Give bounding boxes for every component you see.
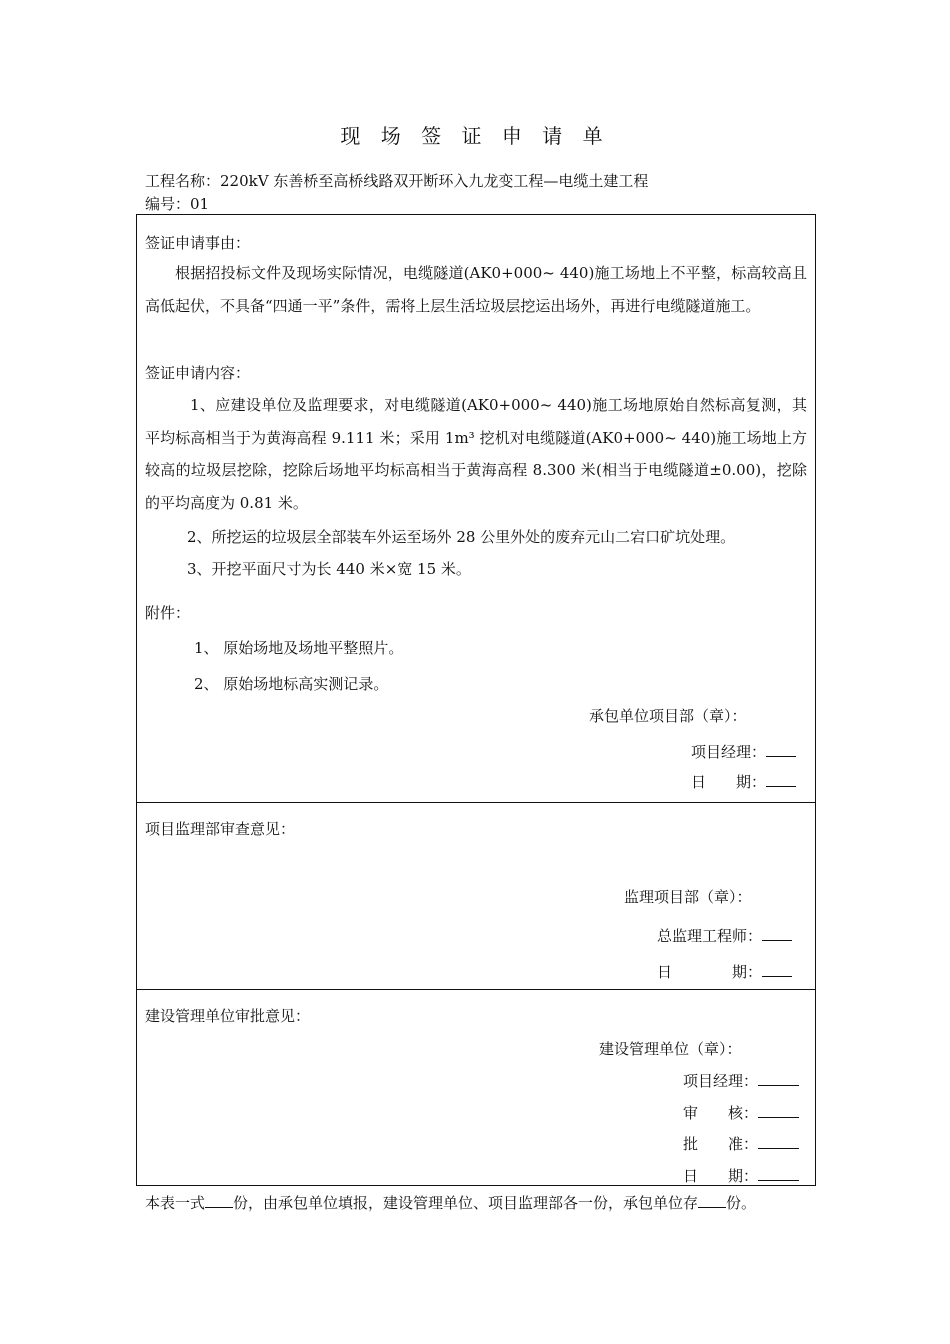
copies-blank bbox=[205, 1192, 233, 1208]
section-divider bbox=[137, 989, 815, 990]
contractor-unit-label: 承包单位项目部（章）： bbox=[589, 707, 747, 725]
owner-date-label: 日 期： bbox=[683, 1167, 759, 1185]
attachment-item-2: 2、 原始场地标高实测记录。 bbox=[194, 675, 389, 693]
supervision-unit-label: 监理项目部（章）： bbox=[624, 888, 752, 906]
footer-text: 份，由承包单位填报，建设管理单位、项目监理部各一份，承包单位存 bbox=[233, 1194, 699, 1212]
footer-text: 份。 bbox=[726, 1194, 757, 1212]
owner-manager-label: 项目经理： bbox=[683, 1072, 759, 1090]
signature-blank bbox=[758, 1133, 799, 1149]
supervision-heading: 项目监理部审查意见： bbox=[145, 820, 296, 838]
section-divider bbox=[137, 802, 815, 803]
footer-note bbox=[145, 1192, 756, 1213]
content-item-3: 3、开挖平面尺寸为长 440 米×宽 15 米。 bbox=[187, 560, 471, 578]
contractor-manager-row bbox=[691, 741, 796, 762]
supervision-engineer-label: 总监理工程师： bbox=[657, 927, 763, 945]
owner-date-row bbox=[683, 1165, 799, 1186]
owner-unit-label: 建设管理单位（章）： bbox=[599, 1040, 742, 1058]
content-heading: 签证申请内容： bbox=[145, 364, 251, 382]
contractor-date-row bbox=[691, 771, 796, 792]
date-blank bbox=[766, 771, 796, 787]
owner-approve-label: 批 准： bbox=[683, 1135, 759, 1153]
reason-text: 根据招投标文件及现场实际情况，电缆隧道(AK0+000~ 440)施工场地上不平整，标高较高且高低起伏，不具备“四通一平”条件，需将上层生活垃圾层挖运出场外，再进行电缆隧道施工。 bbox=[145, 264, 807, 315]
date-blank bbox=[762, 961, 792, 977]
footer-text: 本表一式 bbox=[145, 1194, 206, 1212]
owner-review-label: 审 核： bbox=[683, 1104, 759, 1122]
supervision-date-label: 日 期： bbox=[657, 963, 763, 981]
page-title: 现 场 签 证 申 请 单 bbox=[340, 124, 610, 148]
owner-approve-row bbox=[683, 1133, 799, 1154]
content-item-1: 1、应建设单位及监理要求，对电缆隧道(AK0+000~ 440)施工场地原始自然标高复测，其平均标高相当于为黄海高程 9.111 米；采用 1m³ 挖机对电缆隧道(AK0+000~ 440)施工场地上方较高的垃圾层挖除，挖除后场地平均标高相当于黄海高程 8.300 米(相当于电缆隧道±0.00)，挖除的平均高度为 0.81 米。 bbox=[145, 396, 807, 512]
signature-blank bbox=[766, 741, 796, 757]
signature-blank bbox=[758, 1102, 799, 1118]
owner-review-row bbox=[683, 1102, 799, 1123]
owner-manager-row bbox=[683, 1070, 799, 1091]
contractor-manager-label: 项目经理： bbox=[691, 743, 767, 761]
date-blank bbox=[758, 1165, 799, 1181]
owner-heading: 建设管理单位审批意见： bbox=[145, 1007, 311, 1025]
supervision-engineer-row bbox=[657, 925, 792, 946]
signature-blank bbox=[762, 925, 792, 941]
project-name: 工程名称：220kV 东善桥至高桥线路双开断环入九龙变工程—电缆土建工程 bbox=[145, 172, 649, 190]
copies-blank bbox=[698, 1192, 726, 1208]
reason-heading: 签证申请事由： bbox=[145, 234, 251, 252]
serial-number: 编号：01 bbox=[145, 195, 210, 213]
content-item-2: 2、所挖运的垃圾层全部装车外运至场外 28 公里外处的废弃元山二宕口矿坑处理。 bbox=[187, 528, 736, 546]
signature-blank bbox=[758, 1070, 799, 1086]
contractor-date-label: 日 期： bbox=[691, 773, 767, 791]
attachment-item-1: 1、 原始场地及场地平整照片。 bbox=[194, 639, 404, 657]
attachments-heading: 附件： bbox=[145, 604, 191, 622]
supervision-date-row bbox=[657, 961, 792, 982]
